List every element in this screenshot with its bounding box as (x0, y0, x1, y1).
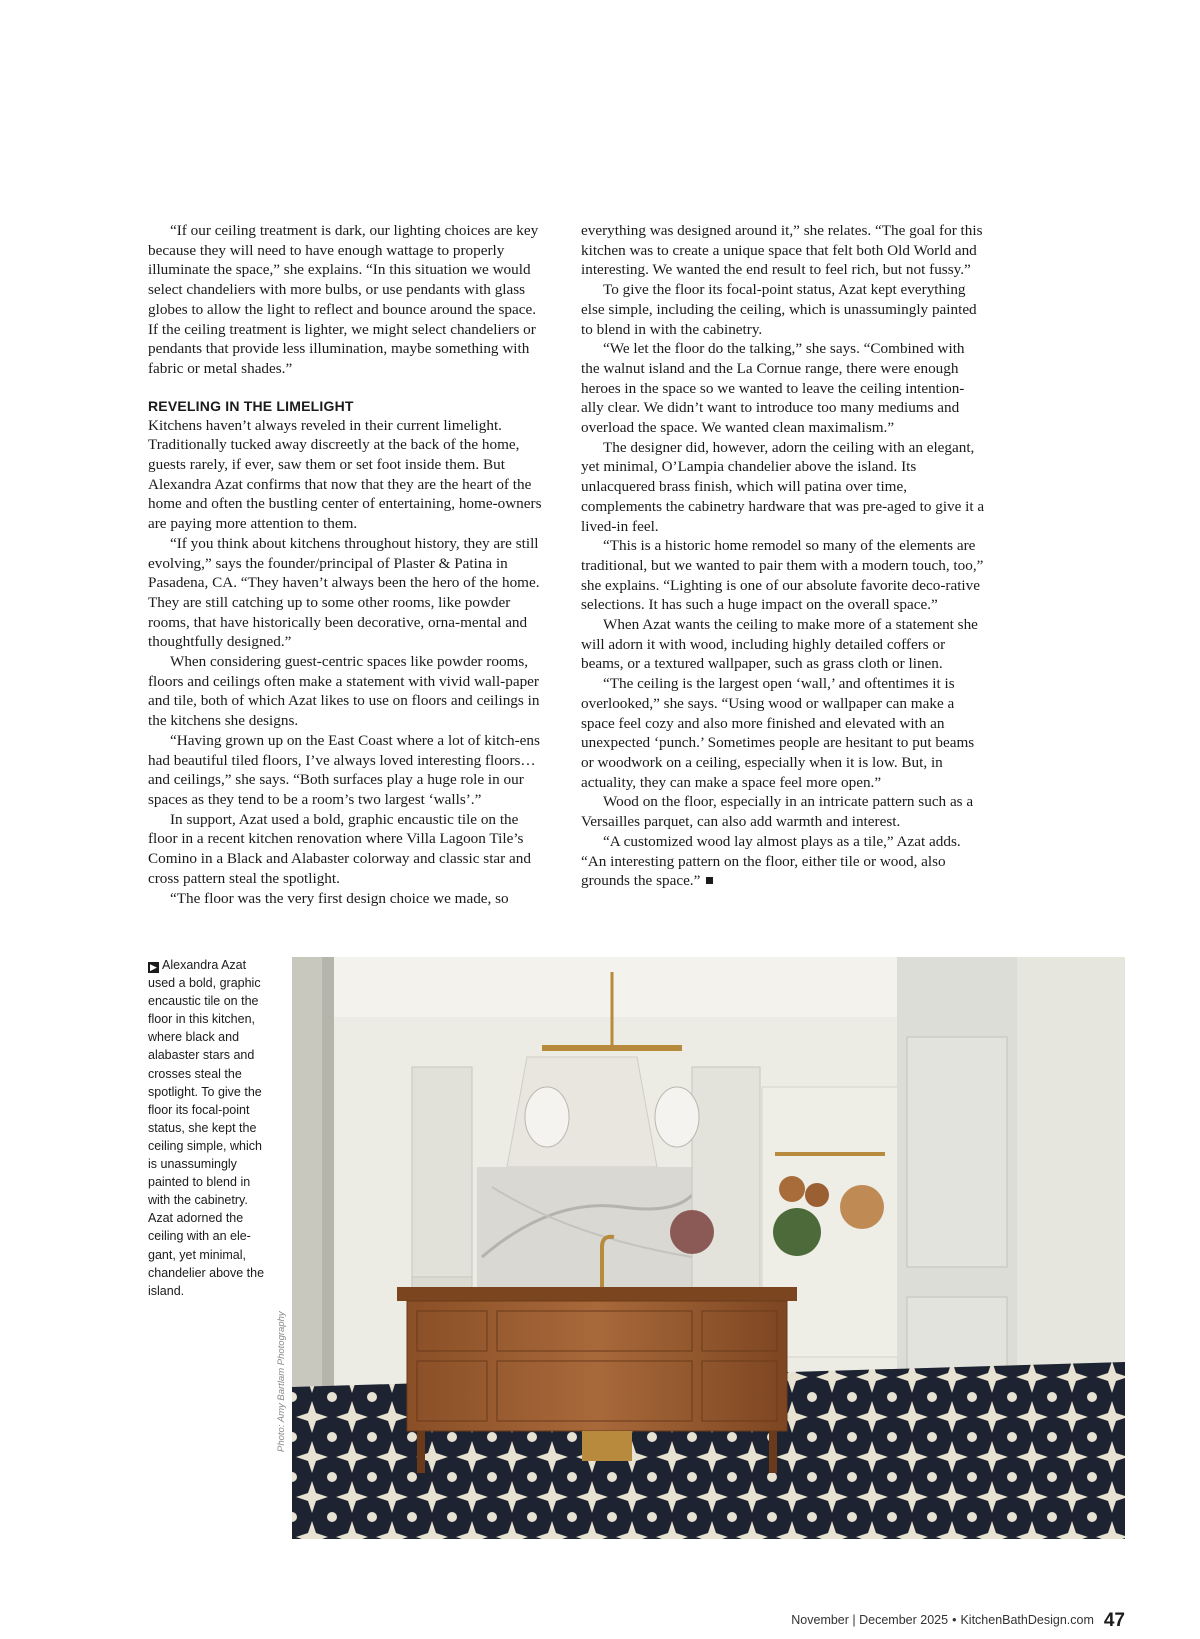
paragraph: “The ceiling is the largest open ‘wall,’ and oftentimes it is overlooked,” she says. “Using wood or wallpaper can make a space feel cozy and also more finished and elevated with an unexpected ‘punch.’ Sometimes people are hesitant to put beams or woodwork on a ceiling, especially when it is low. But, in actuality, they can make a space feel more open.” (581, 675, 975, 791)
photo-caption (148, 956, 266, 1300)
footer-separator: • (952, 1613, 957, 1627)
paragraph: To give the floor its focal-point status, Azat kept everything else simple, including the ceiling, which is unassumingly painted to blend in with the cabinetry. (581, 281, 977, 338)
paragraph: When Azat wants the ceiling to make more of a statement she will adorn it with wood, including highly detailed coffers or beams, or a textured wallpaper, such as grass cloth or linen. (581, 616, 978, 673)
photo-credit: Photo: Amy Bartlam Photography (276, 1311, 287, 1452)
paragraph: “If you think about kitchens throughout history, they are still evolving,” says the founder/principal of Plaster & Patina in Pasadena, CA. “They haven’t always been the hero of the home. They are still catching up to some other rooms, like powder rooms, that have historically been decorative, orna-mental and thoughtfully designed.” (148, 534, 540, 651)
paragraph: “The floor was the very first design choice we made, so (170, 889, 509, 907)
paragraph-text: “A customized wood lay almost plays as a tile,” Azat adds. “An interesting pattern on the floor, either tile or wood, also grounds the space.” (581, 832, 961, 890)
paragraph-final (581, 832, 985, 891)
section-heading: REVELING IN THE LIMELIGHT (148, 397, 354, 414)
kitchen-photo (292, 957, 1125, 1539)
paragraph: Wood on the floor, especially in an intricate pattern such as a Versailles parquet, can also add warmth and interest. (581, 793, 974, 831)
paragraph: When considering guest-centric spaces like powder rooms, floors and ceilings often make a statement with vivid wall-paper and tile, both of which Azat likes to use on floors and ceilings in the kitchens she designs. (148, 653, 540, 730)
paragraph: The designer did, however, adorn the ceiling with an elegant, yet minimal, O’Lampia chandelier above the island. Its unlacquered brass finish, which will patina over time, complements the cabinetry hardware that was pre-aged to give it a lived-in feel. (581, 438, 985, 535)
caption-text: Alexandra Azat used a bold, graphic encaustic tile on the floor in this kitchen, where black and alabaster stars and crosses steal the spotlight. To give the floor its focal-point status, she kept the ceiling simple, which is unassumingly painted to blend in with the cabinetry. Azat adorned the ceiling with an ele-gant, yet minimal, chandelier above the island. (148, 958, 265, 1298)
end-mark-icon (706, 877, 713, 884)
paragraph: In support, Azat used a bold, graphic encaustic tile on the floor in a recent kitchen renovation where Villa Lagoon Tile’s Comino in a Black and Alabaster colorway and classic star and cross pattern steal the spotlight. (148, 810, 531, 887)
article-left-column (148, 221, 548, 908)
arrow-box-icon: ▶ (148, 962, 159, 973)
paragraph: “This is a historic home remodel so many of the elements are traditional, but we wanted to pair them with a modern touch, too,” she explains. “Lighting is one of our absolute favorite deco-rative selections. It has such a huge impact on the overall space.” (581, 537, 984, 614)
issue-date: November | December 2025 (791, 1613, 949, 1627)
article-right-column (581, 221, 985, 891)
page-number: 47 (1103, 1610, 1125, 1631)
paragraph: “Having grown up on the East Coast where a lot of kitch-ens had beautiful tiled floors, I’ve always loved interesting floors…and ceilings,” she says. “Both surfaces play a huge role in our spaces as they tend to be a room’s two largest ‘walls’.” (148, 731, 540, 808)
paragraph: Kitchens haven’t always reveled in their current limelight. Traditionally tucked away discreetly at the back of the home, guests rarely, if ever, saw them or set foot inside them. But Alexandra Azat confirms that now that they are the heart of the home and often the bustling center of entertaining, home-owners are paying more attention to them. (148, 416, 542, 533)
kitchen-illustration (292, 957, 1125, 1539)
paragraph: “We let the floor do the talking,” she says. “Combined with the walnut island and the La Cornue range, there were enough heroes in the space so we wanted to leave the ceiling intention-ally clear. We didn’t want to introduce too many mediums and overload the space. We wanted clean maximalism.” (581, 340, 965, 437)
website: KitchenBathDesign.com (960, 1613, 1094, 1627)
page-footer (791, 1610, 1125, 1632)
paragraph: “If our ceiling treatment is dark, our lighting choices are key because they will need to have enough wattage to properly illuminate the space,” she explains. “In this situation we would select chandeliers with more bulbs, or use pendants with glass globes to allow the light to reflect and bounce around the space. If the ceiling treatment is lighter, we might select chandeliers or pendants that provide less illumination, maybe something with fabric or metal shades.” (148, 222, 539, 377)
paragraph: everything was designed around it,” she relates. “The goal for this kitchen was to create a unique space that felt both Old World and interesting. We wanted the end result to feel rich, but not fussy.” (581, 222, 983, 279)
